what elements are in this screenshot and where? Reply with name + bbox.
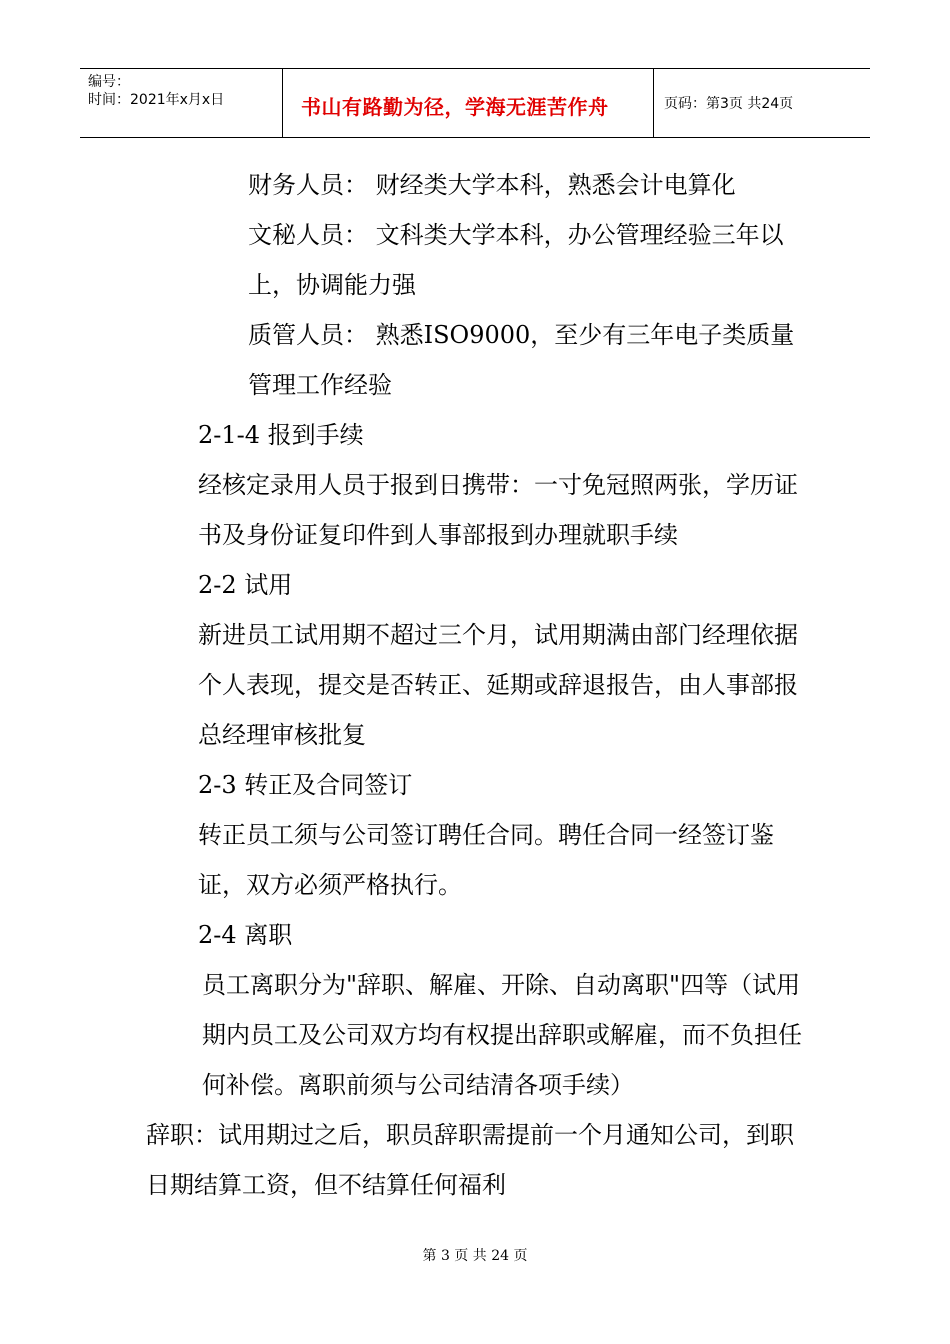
page-footer: 第 3 页 共 24 页 [422,1248,528,1264]
page-header [80,68,870,138]
paragraph-finance-staff: 财务人员： 财经类大学本科，熟悉会计电算化 [248,171,736,199]
paragraph-quality-staff: 质管人员： 熟悉ISO9000，至少有三年电子类质量管理工作经验 [248,321,795,399]
header-motto: 书山有路勤为径，学海无涯苦作舟 [301,95,609,119]
paragraph-reporting-procedure: 经核定录用人员于报到日携带：一寸免冠照两张，学历证书及身份证复印件到人事部报到办理就职手续 [198,471,798,549]
paragraph-probation: 新进员工试用期不超过三个月，试用期满由部门经理依据个人表现，提交是否转正、延期或辞退报告，由人事部报总经理审核批复 [198,621,798,749]
section-heading-resignation: 2-4 离职 [198,921,293,949]
paragraph-resignation-types: 员工离职分为"辞职、解雇、开除、自动离职"四等（试用期内员工及公司双方均有权提出辞职或解雇，而不负担任何补偿。离职前须与公司结清各项手续） [202,971,802,1099]
header-page-info: 页码：第3页 共24页 [664,96,794,112]
paragraph-resignation-notice: 辞职：试用期过之后，职员辞职需提前一个月通知公司，到职日期结算工资，但不结算任何福利 [146,1121,794,1199]
section-heading-probation: 2-2 试用 [198,571,293,599]
section-heading-reporting: 2-1-4 报到手续 [198,421,364,449]
document-time-label: 时间：2021年x月x日 [88,92,225,108]
section-heading-contract: 2-3 转正及合同签订 [198,771,413,799]
header-motto-cell [282,69,654,137]
header-meta [80,69,282,137]
paragraph-secretary-staff: 文秘人员： 文科类大学本科，办公管理经验三年以上，协调能力强 [248,221,784,299]
document-number-label: 编号： [88,74,130,90]
document-body [146,160,810,1210]
paragraph-contract: 转正员工须与公司签订聘任合同。聘任合同一经签订鉴证，双方必须严格执行。 [198,821,774,899]
